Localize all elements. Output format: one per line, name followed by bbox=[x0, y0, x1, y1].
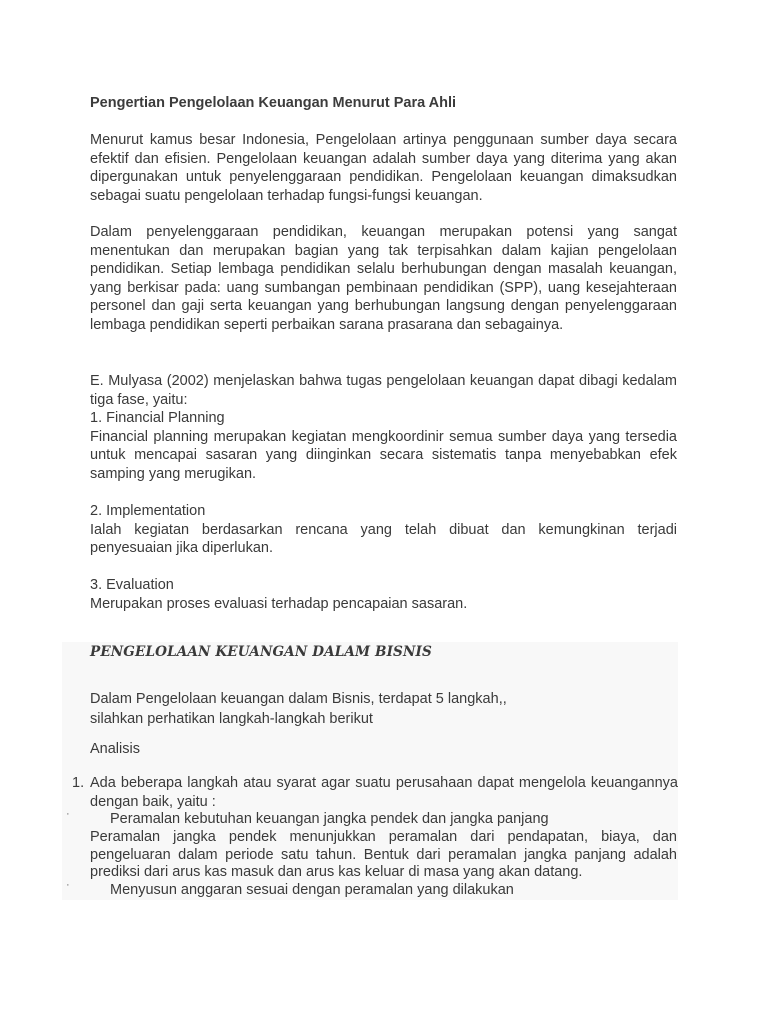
business-intro bbox=[90, 689, 677, 729]
paragraph-education-finance: Dalam penyelenggaraan pendidikan, keuangan merupakan potensi yang sangat menentukan dan merupakan bagian yang tak terpisahkan dalam kajian pengelolaan pendidikan. Setiap lembaga pendidikan selalu berhubungan dengan masalah keuangan, yang berkisar pada: uang sumbangan pembinaan pendidikan (SPP), uang kesejahteraan personel dan gaji serta keuangan yang berhubungan langsung dengan penyelenggaraan lembaga pendidikan seperti perbaikan sarana prasarana dan sebagainya. bbox=[90, 224, 677, 333]
bullet-text: Menyusun anggaran sesuai dengan peramalan yang dilakukan bbox=[110, 882, 514, 898]
phases-intro: E. Mulyasa (2002) menjelaskan bahwa tugas pengelolaan keuangan dapat dibagi kedalam tiga fase, yaitu: bbox=[90, 373, 677, 408]
numbered-item-1 bbox=[72, 774, 678, 811]
paragraph-implementation bbox=[90, 502, 677, 558]
paragraph-definition: Menurut kamus besar Indonesia, Pengelolaan artinya penggunaan sumber daya secara efektif dan efisien. Pengelolaan keuangan adalah sumber daya yang diterima yang akan dipergunakan untuk penyelenggaraan pendidikan. Pengelolaan keuangan dimaksudkan sebagai suatu pengelolaan terhadap fungsi-fungsi keuangan. bbox=[90, 132, 677, 204]
item-text: Ada beberapa langkah atau syarat agar suatu perusahaan dapat mengelola keuangannya dengan baik, yaitu : bbox=[90, 775, 678, 810]
business-heading: PENGELOLAAN KEUANGAN DALAM BISNIS bbox=[90, 644, 432, 660]
item-number: 1. bbox=[72, 775, 85, 791]
bullet-dot: · bbox=[66, 808, 70, 820]
bullet-dot: · bbox=[66, 879, 70, 891]
business-intro-line1: Dalam Pengelolaan keuangan dalam Bisnis, terdapat 5 langkah,, bbox=[90, 691, 507, 707]
business-intro-line2: silahkan perhatikan langkah-langkah berikut bbox=[90, 711, 373, 727]
phase3-label: 3. Evaluation bbox=[90, 577, 174, 593]
phase1-label: 1. Financial Planning bbox=[90, 410, 225, 427]
phase3-text: Merupakan proses evaluasi terhadap pencapaian sasaran. bbox=[90, 595, 468, 612]
phase2-label: 2. Implementation bbox=[90, 503, 206, 519]
bullet-text: Peramalan kebutuhan keuangan jangka pendek dan jangka panjang bbox=[110, 811, 549, 827]
phase2-text: Ialah kegiatan berdasarkan rencana yang telah dibuat dan kemungkinan terjadi penyesuaian jika diperlukan. bbox=[90, 521, 677, 557]
forecast-detail: Peramalan jangka pendek menunjukkan peramalan dari pendapatan, biaya, dan pengeluaran dalam periode satu tahun. Bentuk dari peramalan jangka panjang adalah prediksi dari arus kas masuk dan arus kas keluar di masa yang akan datang. bbox=[90, 829, 677, 881]
paragraph-evaluation bbox=[90, 576, 677, 613]
bullet-item-forecast bbox=[66, 810, 678, 829]
paragraph-phases bbox=[90, 372, 677, 484]
bullet-item-budget bbox=[66, 881, 678, 900]
page-title: Pengertian Pengelolaan Keuangan Menurut Para Ahli bbox=[90, 95, 457, 111]
phase1-text: Financial planning merupakan kegiatan mengkoordinir semua sumber daya yang tersedia untuk mencapai sasaran yang diinginkan secara sistematis tanpa menyebabkan efek samping yang merugikan. bbox=[90, 428, 677, 482]
analysis-label: Analisis bbox=[90, 741, 140, 757]
